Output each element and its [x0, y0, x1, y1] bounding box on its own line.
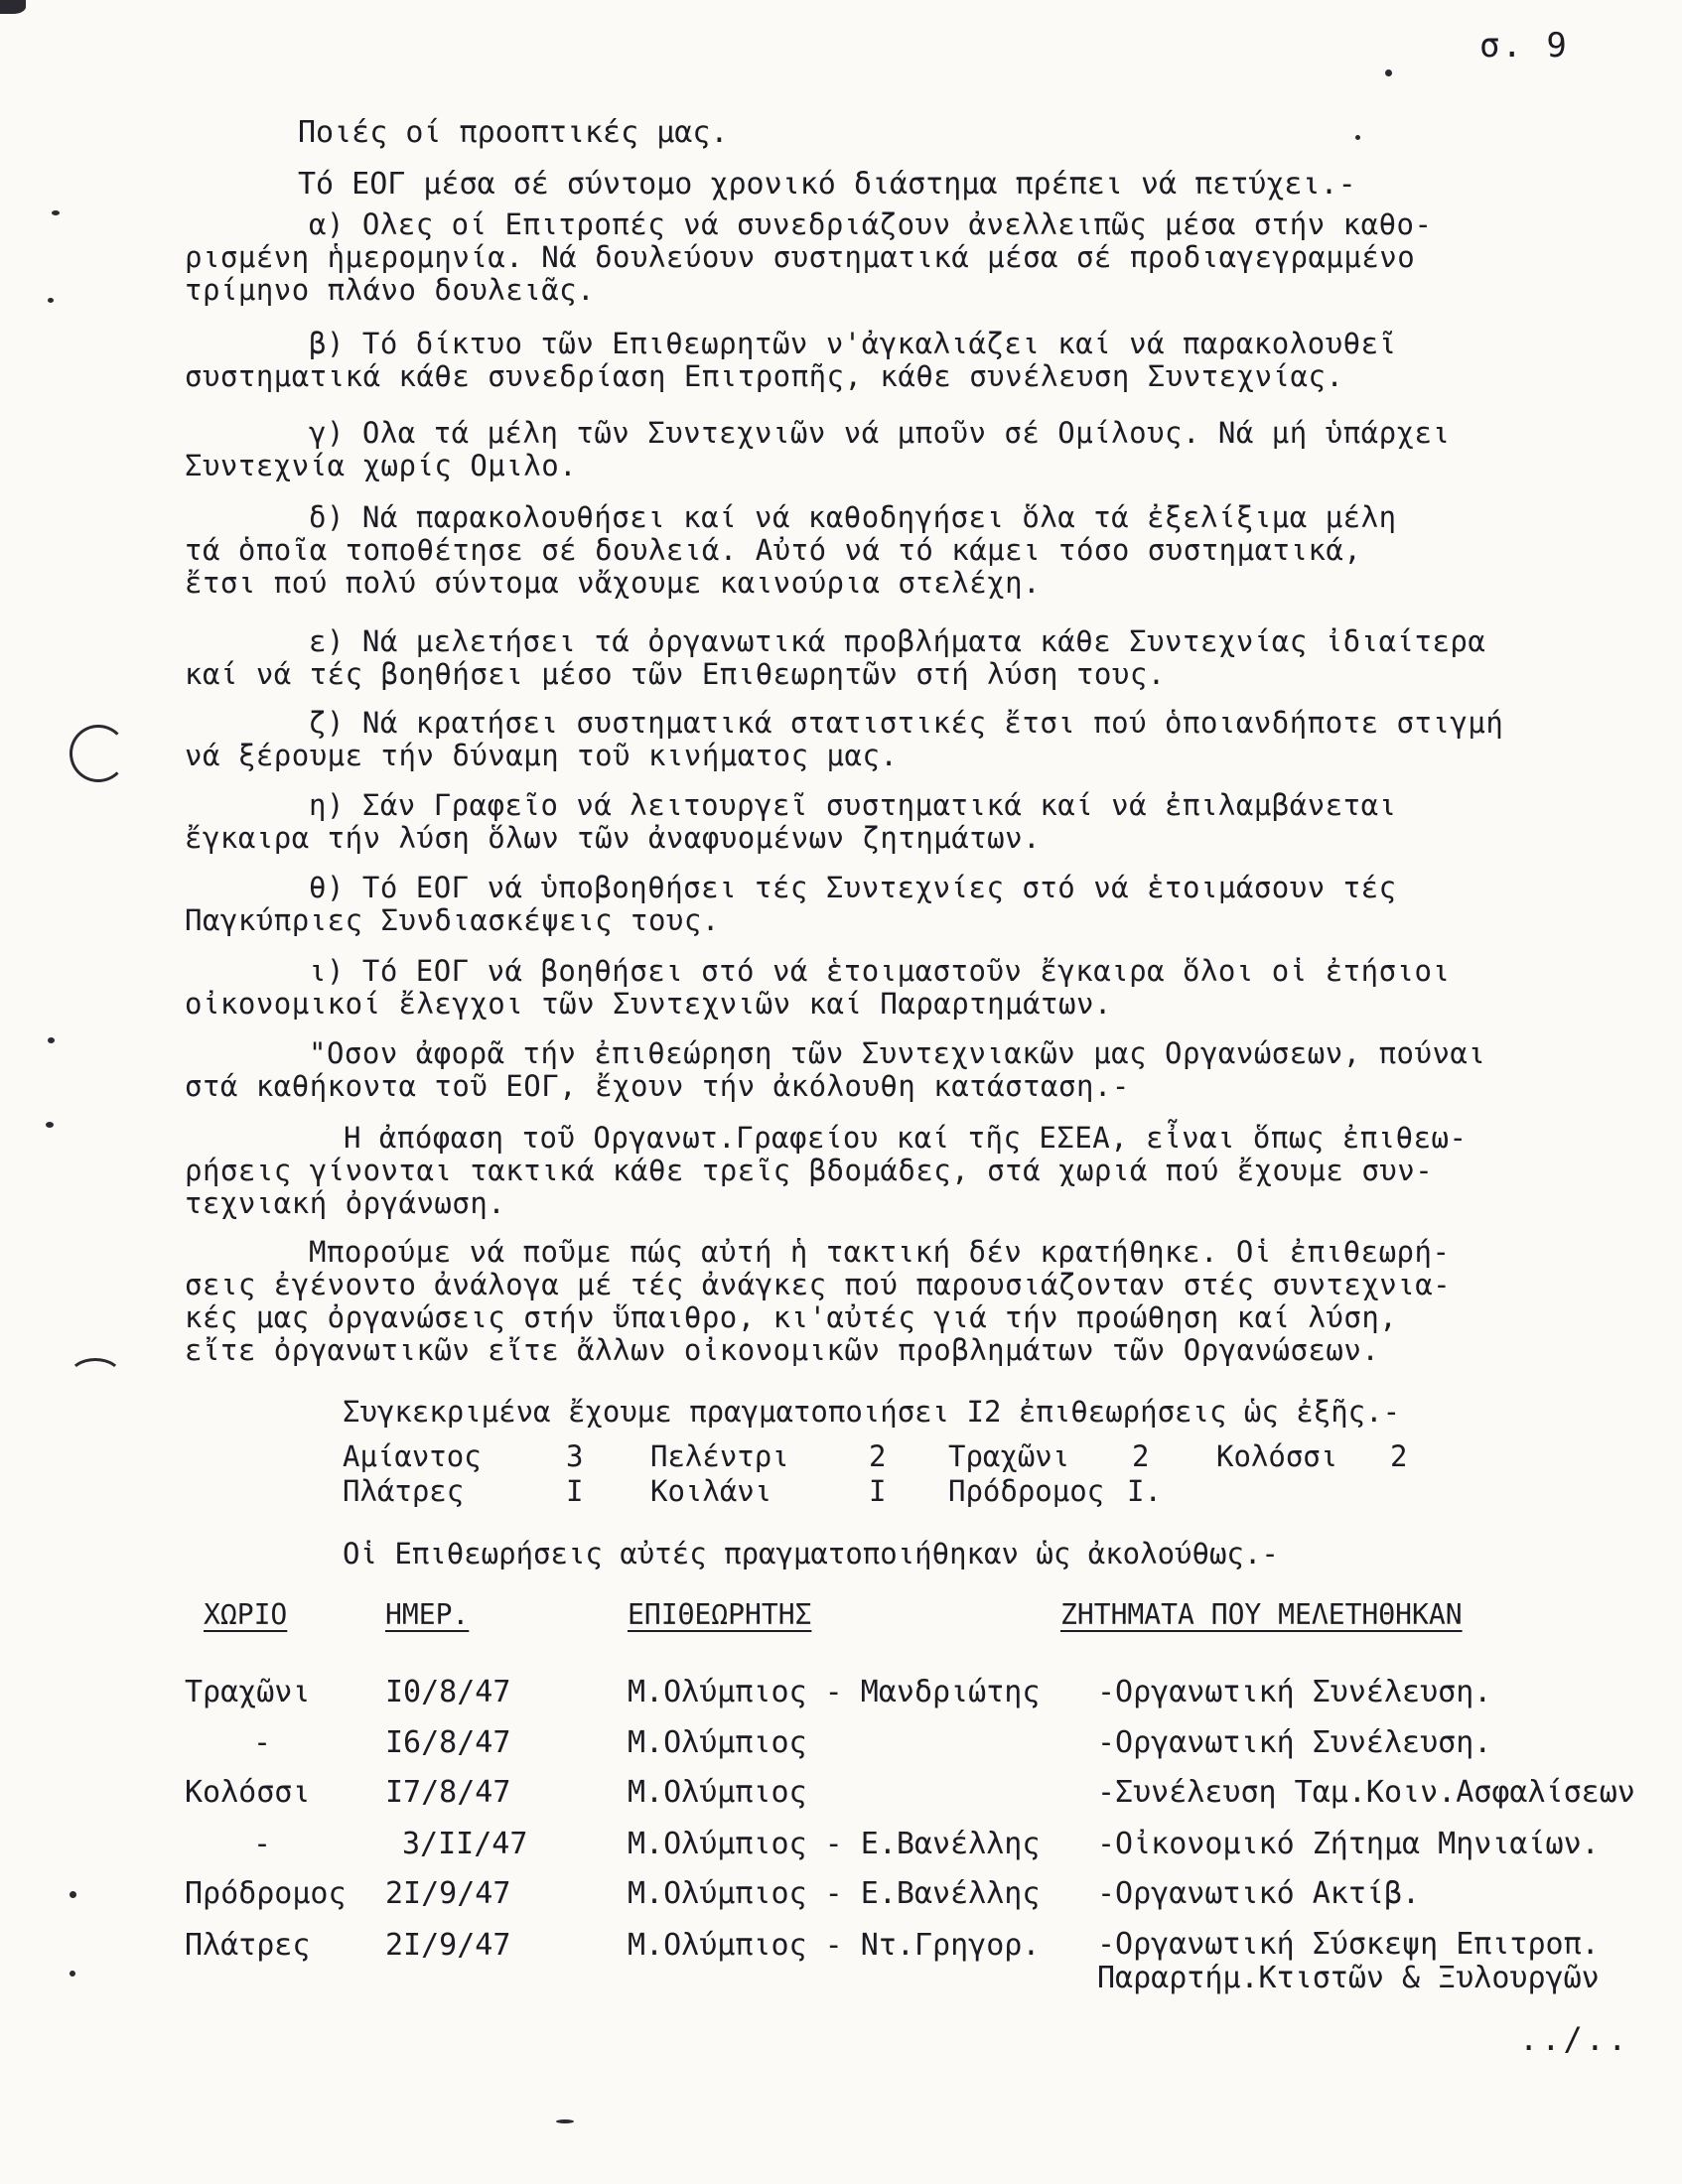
village-name: Τραχῶνι [948, 1439, 1070, 1473]
paragraph-h: η) Σάν Γραφεῖο νά λειτουργεῖ συστηματικά καί νά ἐπιλαμβάνεται ἔγκαιρα τήν λύση ὅλων τῶν ἀναφυομένων ζητημάτων. [185, 788, 1397, 855]
cell-inspector: Μ.Ολύμπιος [628, 1775, 807, 1810]
summary-line: Συγκεκριμένα ἔχουμε πραγματοποιήσει Ι2 ἐπιθεωρήσεις ὡς ἐξῆς.- [343, 1395, 1401, 1429]
cell-date: Ι7/8/47 [385, 1775, 511, 1810]
cell-village: Τραχῶνι [185, 1675, 311, 1709]
village-name: Κοιλάνι [650, 1474, 772, 1508]
cell-village: Κολόσσι [185, 1775, 311, 1810]
paragraph-d: δ) Νά παρακολουθήσει καί νά καθοδηγήσει ὅλα τά ἐξελίξιμα μέλη τά ὁποῖα τοποθέτησε σέ δουλειά. Αὐτό νά τό κάμει τόσο συστηματικά, ἔτσι πού πολύ σύντομα νἄχουμε καινούρια στελέχη. [185, 500, 1397, 600]
village-count: 2 [1390, 1439, 1408, 1473]
village-name: Κολόσσι [1216, 1439, 1338, 1473]
column-header-topics: ΖΗΤΗΜΑΤΑ ΠΟΥ ΜΕΛΕΤΗΘΗΚΑΝ [1060, 1598, 1463, 1631]
continuation-mark: ../.. [1519, 2020, 1630, 2058]
cell-topic: -Οργανωτική Συνέλευση. [1097, 1675, 1492, 1709]
village-name: Πρόδρομος [948, 1474, 1105, 1508]
scan-speck [52, 210, 60, 215]
section-heading: Ποιές οί προοπτικές μας. [298, 115, 729, 150]
column-header-inspector: ΕΠΙΘΕΩΡΗΤΗΣ [628, 1598, 812, 1631]
paragraph-practice: Μπορούμε νά ποῦμε πώς αὐτή ἡ τακτική δέν κρατήθηκε. Οἱ ἐπιθεωρή- σεις ἐγένοντο ἀνάλογα μέ τές ἀνάγκες πού παρουσιάζονταν στές συντεχνια- κές μας ὀργανώσεις στήν ὕπαιθρο, κι'αὐτές γιά τήν προώθηση καί λύση, εἴτε ὀργανωτικῶν εἴτε ἄλλων οἰκονομικῶν προβλημάτων τῶν Οργανώσεων. [185, 1235, 1452, 1367]
paragraph-inspection: "Οσον ἀφορᾶ τήν ἐπιθεώρηση τῶν Συντεχνιακῶν μας Οργανώσεων, πούναι στά καθήκοντα τοῦ ΕΟΓ, ἔχουν τήν ἀκόλουθη κατάσταση.- [185, 1036, 1486, 1103]
intro-line: Τό ΕΟΓ μέσα σέ σύντομο χρονικό διάστημα πρέπει νά πετύχει.- [298, 167, 1356, 202]
cell-inspector: Μ.Ολύμπιος [628, 1725, 807, 1760]
cell-inspector: Μ.Ολύμπιος - Ντ.Γρηγορ. [628, 1928, 1041, 1963]
margin-scribble [70, 725, 127, 782]
column-header-village: ΧΩΡΙΟ [204, 1598, 288, 1631]
paragraph-decision: Η ἀπόφαση τοῦ Οργανωτ.Γραφείου καί τῆς ΕΣΕΑ, εἶναι ὅπως ἐπιθεω- ρήσεις γίνονται τακτικά κάθε τρεῖς βδομάδες, στά χωριά πού ἔχουμε συν- τεχνιακή ὀργάνωση. [185, 1121, 1468, 1220]
scan-speck [556, 2119, 574, 2123]
village-name: Πελέντρι [650, 1439, 789, 1473]
scan-speck [1385, 69, 1392, 76]
cell-village: Πρόδρομος [185, 1876, 347, 1911]
cell-village: Πλάτρες [185, 1928, 311, 1963]
village-count: 2 [1132, 1439, 1150, 1473]
margin-scribble [68, 1358, 123, 1398]
cell-inspector: Μ.Ολύμπιος - Ε.Βανέλλης [628, 1876, 1041, 1911]
scan-speck [48, 298, 54, 303]
cell-topic: -Οἰκονομικό Ζήτημα Μηνιαίων. [1097, 1827, 1600, 1861]
cell-inspector: Μ.Ολύμπιος - Ε.Βανέλλης [628, 1827, 1041, 1861]
scan-speck [70, 1891, 76, 1898]
village-count: 2 [869, 1439, 887, 1473]
page-number: σ. 9 [1479, 26, 1569, 66]
paragraph-z: ζ) Νά κρατήσει συστηματικά στατιστικές ἔτσι πού ὁποιανδήποτε στιγμή νά ξέρουμε τήν δύναμη τοῦ κινήματος μας. [185, 706, 1504, 772]
village-count: Ι [566, 1474, 584, 1508]
paragraph-th: θ) Τό ΕΟΓ νά ὑποβοηθήσει τές Συντεχνίες στό νά ἑτοιμάσουν τές Παγκύπριες Συνδιασκέψεις τους. [185, 871, 1397, 937]
cell-date: Ι0/8/47 [385, 1675, 511, 1709]
column-header-date: ΗΜΕΡ. [385, 1598, 470, 1631]
cell-date: 3/ΙΙ/47 [402, 1827, 528, 1861]
village-name: Πλάτρες [343, 1474, 465, 1508]
table-intro: Οἱ Επιθεωρήσεις αὐτές πραγματοποιήθηκαν ὡς ἀκολούθως.- [343, 1537, 1279, 1570]
paragraph-b: β) Τό δίκτυο τῶν Επιθεωρητῶν ν'ἀγκαλιάζει καί νά παρακολουθεῖ συστηματικά κάθε συνεδρίαση Επιτροπῆς, κάθε συνέλευση Συντεχνίας. [185, 327, 1397, 393]
village-count: Ι. [1127, 1474, 1162, 1508]
cell-date: 2Ι/9/47 [385, 1876, 511, 1911]
cell-topic: -Οργανωτικό Ακτίβ. [1097, 1876, 1421, 1911]
scan-speck [70, 1971, 75, 1977]
cell-topic: -Οργανωτική Σύσκεψη Επιτροπ. Παραρτήμ.Κτιστῶν & Ξυλουργῶν [1097, 1927, 1600, 1995]
scan-speck [1355, 135, 1360, 140]
paragraph-a: α) Ολες οί Επιτροπές νά συνεδριάζουν ἀνελλειπῶς μέσα στήν καθο- ρισμένη ἡμερομηνία. Νά δουλεύουν συστηματικά μέσα σέ προδιαγεγραμμένο τρίμηνο πλάνο δουλειᾶς. [185, 207, 1433, 307]
scan-smudge [0, 0, 26, 14]
cell-village: - [253, 1725, 272, 1760]
scan-speck [46, 1122, 54, 1128]
scan-speck [48, 1037, 55, 1043]
paragraph-e: ε) Νά μελετήσει τά ὀργανωτικά προβλήματα κάθε Συντεχνίας ἰδιαίτερα καί νά τές βοηθήσει μέσο τῶν Επιθεωρητῶν στή λύση τους. [185, 624, 1486, 691]
village-count: 3 [566, 1439, 584, 1473]
village-count: Ι [869, 1474, 887, 1508]
paragraph-i: ι) Τό ΕΟΓ νά βοηθήσει στό νά ἑτοιμαστοῦν ἔγκαιρα ὅλοι οἱ ἐτήσιοι οἰκονομικοί ἔλεγχοι τῶν Συντεχνιῶν καί Παραρτημάτων. [185, 954, 1451, 1021]
village-name: Αμίαντος [343, 1439, 482, 1473]
cell-date: 2Ι/9/47 [385, 1928, 511, 1963]
cell-inspector: Μ.Ολύμπιος - Μανδριώτης [628, 1675, 1041, 1709]
cell-topic: -Συνέλευση Ταμ.Κοιν.Ασφαλίσεων [1097, 1775, 1635, 1810]
cell-village: - [253, 1827, 272, 1861]
cell-date: Ι6/8/47 [385, 1725, 511, 1760]
cell-topic: -Οργανωτική Συνέλευση. [1097, 1725, 1492, 1760]
paragraph-c: γ) Ολα τά μέλη τῶν Συντεχνιῶν νά μποῦν σέ Ομίλους. Νά μή ὑπάρχει Συντεχνία χωρίς Ομιλο. [185, 416, 1451, 482]
